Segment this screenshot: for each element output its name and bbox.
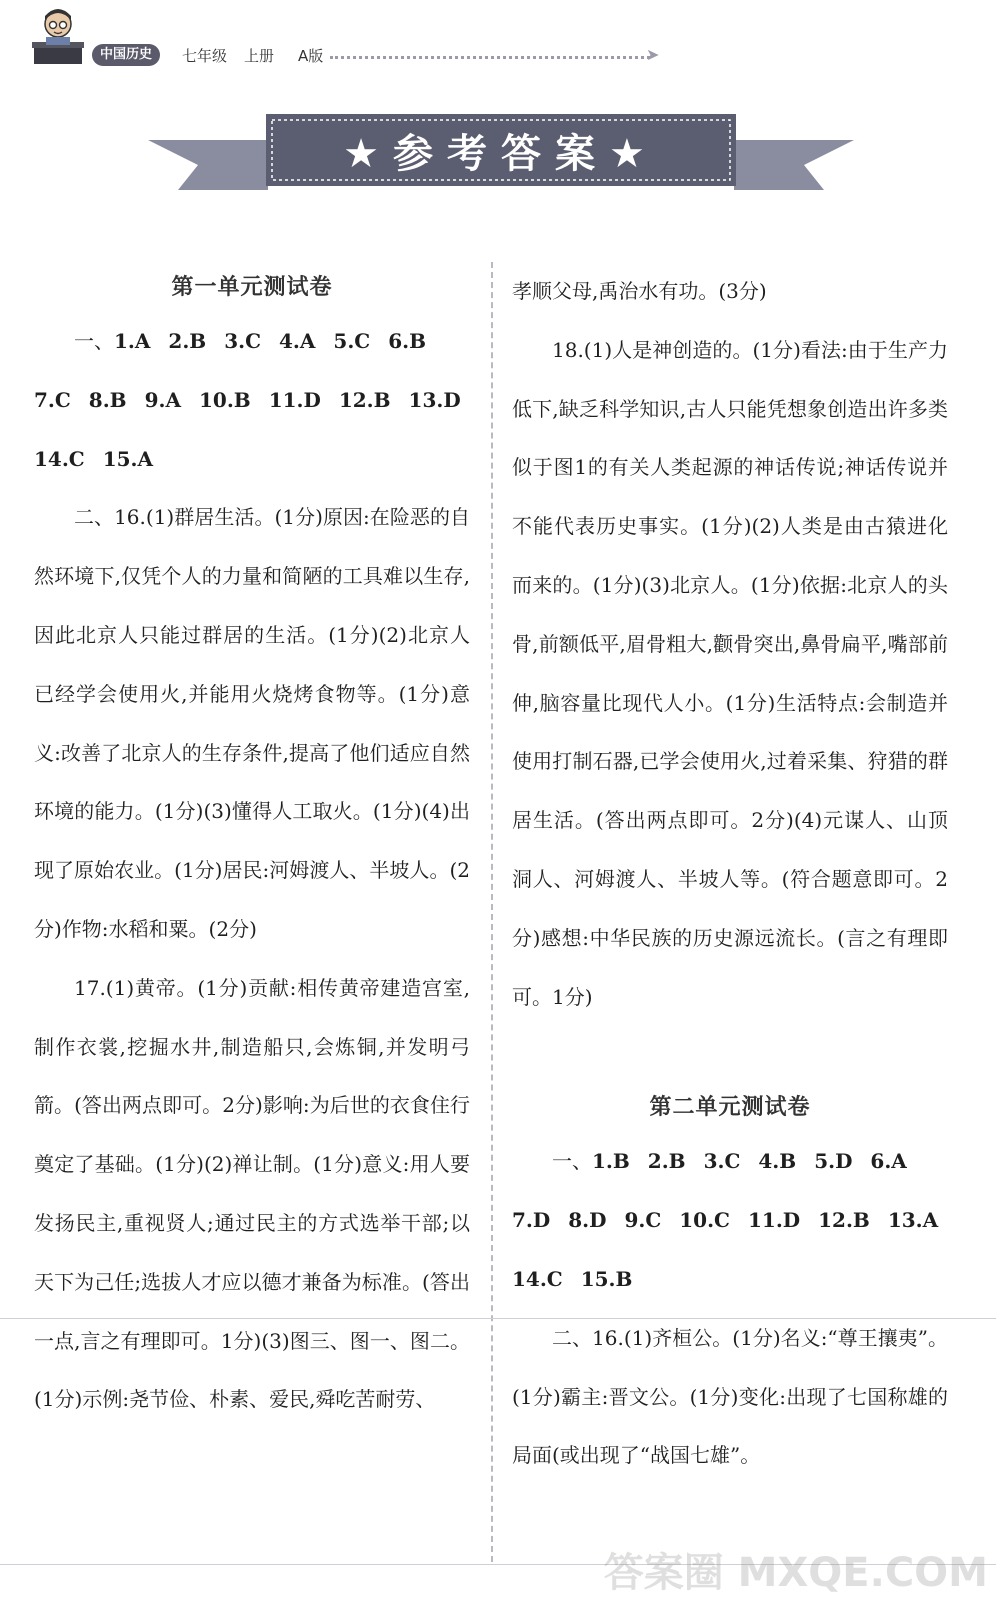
- mc-answer: 12.B: [338, 387, 391, 412]
- mc-row: [512, 1132, 948, 1191]
- mc-prefix: 一、: [74, 329, 114, 353]
- mc-row: [34, 430, 470, 489]
- answer-q17-continued: 孝顺父母,禹治水有功。(3分): [512, 279, 767, 303]
- unit1-multiple-choice: [34, 312, 470, 488]
- mc-answer: 10.B: [199, 387, 251, 412]
- mc-answer: 14.C: [512, 1266, 563, 1291]
- mc-answer: 6.A: [870, 1149, 907, 1174]
- column-divider: [491, 262, 493, 1562]
- answer-unit2-q16: 二、16.(1)齐桓公。(1分)名义:“尊王攘夷”。(1分)霸主:晋文公。(1分)变化:出现了七国称雄的局面(或出现了“战国七雄”。: [512, 1325, 948, 1468]
- mc-answer: 9.C: [624, 1208, 662, 1233]
- mc-answer: 3.C: [703, 1149, 741, 1174]
- header-dotted-line: [330, 56, 650, 59]
- mc-row: [34, 312, 470, 371]
- mc-prefix: 一、: [552, 1149, 592, 1174]
- mc-answer: 1.B: [592, 1149, 630, 1174]
- mc-answer: 11.D: [268, 387, 321, 412]
- answer-q17: 17.(1)黄帝。(1分)贡献:相传黄帝建造宫室,制作衣裳,挖掘水井,制造船只,会炼铜,并发明弓箭。(答出两点即可。2分)影响:为后世的衣食住行奠定了基础。(1分)(2)禅让制。(1分)意义:用人要发扬民主,重视贤人;通过民主的方式选举干部;以天下为己任;选拔人才应以德才兼备为标准。(答出一点,言之有理即可。1分)(3)图三、图一、图二。(1分)示例:尧节俭、朴素、爱民,舜吃苦耐劳、: [34, 975, 470, 1412]
- page-header: [30, 6, 710, 68]
- subject-badge: 中国历史: [92, 44, 160, 66]
- mc-answer: 6.B: [388, 329, 426, 353]
- mc-answer: 10.C: [679, 1208, 730, 1233]
- left-column: [34, 262, 470, 1429]
- volume-label: 上册: [244, 47, 275, 65]
- answer-banner: [148, 110, 854, 202]
- mc-answer: 13.A: [887, 1208, 939, 1233]
- mc-answer: 8.B: [88, 387, 127, 412]
- student-mascot-icon: [30, 6, 86, 68]
- mc-answer: 14.C: [34, 446, 85, 471]
- mc-row: [512, 1250, 948, 1309]
- grade-label: 七年级: [182, 47, 228, 65]
- unit2-title: 第二单元测试卷: [649, 1094, 811, 1121]
- mc-answer: 8.D: [568, 1208, 607, 1233]
- mc-answer: 7.C: [34, 387, 71, 412]
- right-column: [512, 262, 948, 1485]
- watermark: 答案圈 MXQE.COM: [603, 1550, 988, 1596]
- mc-answer: 15.A: [102, 446, 154, 471]
- unit2-multiple-choice: [512, 1132, 948, 1308]
- answer-q16: 二、16.(1)群居生活。(1分)原因:在险恶的自然环境下,仅凭个人的力量和简陋的工具难以生存,因此北京人只能过群居的生活。(1分)(2)北京人已经学会使用火,并能用火烧烤食物等。(1分)意义:改善了北京人的生存条件,提高了他们适应自然环境的能力。(1分)(3)懂得人工取火。(1分)(4)出现了原始农业。(1分)居民:河姆渡人、半坡人。(2分)作物:水稻和粟。(2分): [34, 505, 470, 941]
- scan-fold-line: [0, 1318, 996, 1319]
- mc-answer: 2.B: [647, 1149, 686, 1174]
- banner-title: ★参考答案★: [343, 131, 659, 177]
- mc-answer: 4.B: [758, 1149, 797, 1174]
- mc-answer: 12.B: [818, 1208, 870, 1233]
- mc-answer: 5.D: [814, 1149, 853, 1174]
- mc-answer: 13.D: [408, 387, 461, 412]
- mc-answer: 11.D: [747, 1208, 801, 1233]
- unit1-title: 第一单元测试卷: [171, 274, 333, 300]
- mc-answer: 7.D: [512, 1208, 551, 1233]
- edition-label: A版: [298, 47, 324, 65]
- mc-answer: 15.B: [580, 1266, 633, 1291]
- answer-q18: 18.(1)人是神创造的。(1分)看法:由于生产力低下,缺乏科学知识,古人只能凭想象创造出许多类似于图1的有关人类起源的神话传说;神话传说并不能代表历史事实。(1分)(2)人类是由古猿进化而来的。(1分)(3)北京人。(1分)依据:北京人的头骨,前额低平,眉骨粗大,颧骨突出,鼻骨扁平,嘴部前伸,脑容量比现代人小。(1分)生活特点:会制造并使用打制石器,已学会使用火,过着采集、狩猎的群居生活。(答出两点即可。2分)(4)元谋人、山顶洞人、河姆渡人、半坡人等。(符合题意即可。2分)感想:中华民族的历史源远流长。(言之有理即可。1分): [512, 337, 948, 1009]
- arrow-right-icon: ➤: [646, 45, 660, 64]
- mc-answer: 3.C: [224, 329, 261, 353]
- mc-answer: 9.A: [144, 387, 181, 412]
- mc-answer: 2.B: [168, 329, 207, 353]
- mc-row: [512, 1191, 948, 1250]
- mc-row: [34, 371, 470, 430]
- mc-answer: 1.A: [114, 329, 151, 353]
- mc-answer: 4.A: [279, 329, 316, 353]
- mc-answer: 5.C: [333, 329, 371, 353]
